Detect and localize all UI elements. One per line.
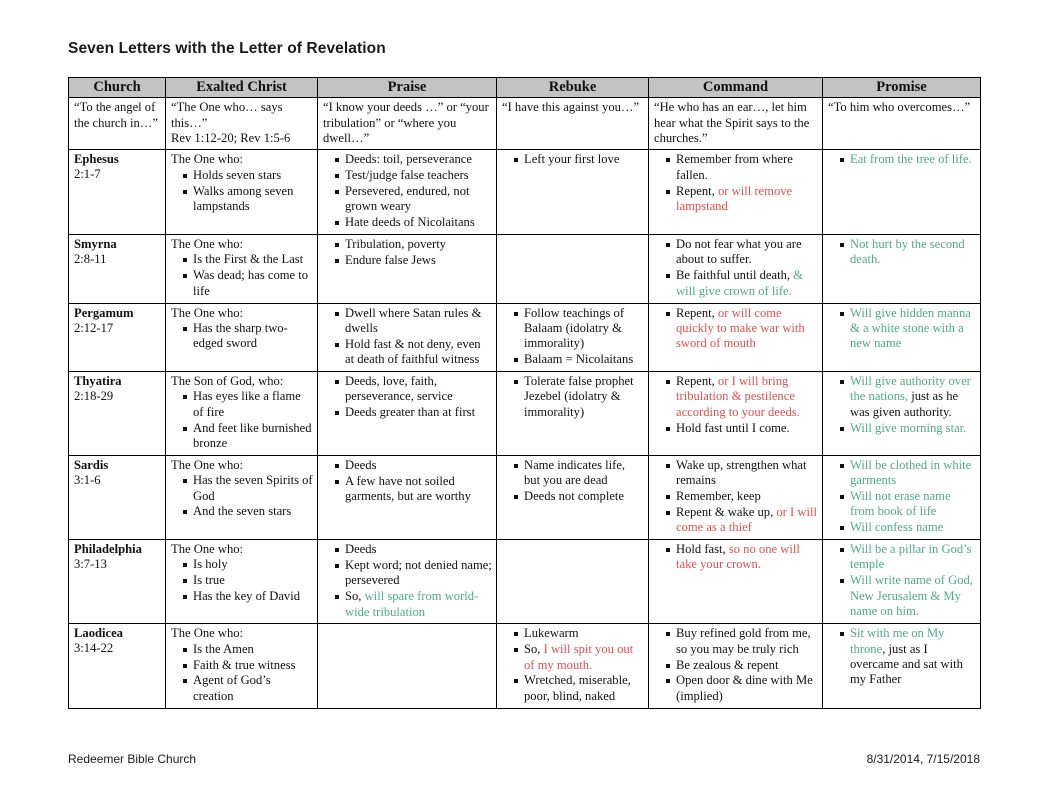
promise-list [828,152,976,167]
cell-promise [823,303,981,371]
list-item [840,542,976,573]
cell-command [649,455,823,539]
list-item: Persevered, endured, not grown weary [335,184,492,215]
cell-exalted-christ [166,371,318,455]
praise-list [323,542,492,620]
list-item [666,658,818,673]
list-item: Faith & true witness [183,658,313,673]
text-segment-red: or will remove lampstand [676,183,793,213]
text-segment-green: Will give hidden manna & a white stone with a new name [850,305,971,351]
column-header-exalted-christ: Exalted Christ [166,78,318,98]
command-list [654,237,818,299]
church-reference: 3:1-6 [74,472,101,487]
cell-praise [318,303,497,371]
list-item: Was dead; has come to life [183,268,313,299]
intro-exalted [166,98,318,150]
church-name: Ephesus [74,152,119,167]
text-segment-black: , just as I overcame and sat with my Father [850,641,963,687]
list-item [840,152,976,167]
list-item [514,626,644,641]
list-item: Left your first love [514,152,644,167]
table-row [69,455,981,539]
table-row [69,371,981,455]
cell-exalted-christ [166,235,318,303]
intro-rebuke-text: “I have this against you…” [502,100,640,115]
list-item: Is holy [183,557,313,572]
list-item: Deeds [335,458,492,473]
cell-command [649,624,823,708]
list-item [840,573,976,619]
exalted-lead: The One who: [171,457,244,472]
list-item: Is true [183,573,313,588]
intro-promise [823,98,981,150]
list-item: Agent of God’s creation [183,673,313,704]
praise-list [323,237,492,268]
exalted-lead: The One who: [171,152,244,167]
list-item [840,520,976,535]
text-segment-black: Wretched, miserable, poor, blind, naked [524,673,631,703]
intro-praise-text: “I know your deeds …” or “your tribulation” or “where you dwell…” [323,100,489,145]
text-segment-green: Will be clothed in white garments [850,457,972,488]
command-list [654,626,818,704]
list-item: Deeds, love, faith, perseverance, service [335,374,492,405]
rebuke-list [502,374,644,420]
intro-promise-text: “To him who overcomes…” [828,100,971,115]
cell-promise [823,540,981,624]
text-segment-red: or I will bring tribulation & pestilence according to your deeds. [676,373,800,419]
command-list [654,374,818,436]
list-item [666,673,818,704]
list-item: Follow teachings of Balaam (idolatry & immorality) [514,306,644,352]
text-segment-black: Hold fast, [676,542,729,557]
text-segment-green: Will be a pillar in God’s temple [850,542,972,572]
text-segment-red: or will come quickly to make war with sword of mouth [676,305,805,351]
list-item: Has eyes like a flame of fire [183,389,313,420]
church-name: Pergamum [74,305,134,320]
cell-command [649,540,823,624]
list-item: Is the First & the Last [183,252,313,267]
cell-praise [318,540,497,624]
list-item: And feet like burnished bronze [183,421,313,452]
table-row [69,235,981,303]
cell-praise [318,150,497,235]
table-header-row [69,78,981,98]
cell-church [69,235,166,303]
list-item [335,558,492,589]
church-reference: 2:8-11 [74,252,107,267]
list-item: Hate deeds of Nicolaitans [335,215,492,230]
list-item [666,489,818,504]
text-segment-black: Open door & dine with Me (implied) [676,673,813,703]
footer-organization: Redeemer Bible Church [68,752,197,766]
text-segment-black: Kept word; not denied name; persevered [345,557,492,588]
list-item: Walks among seven lampstands [183,184,313,215]
text-segment-black: Be zealous & repent [676,657,779,672]
intro-church-text: “To the angel of the church in…” [74,100,158,130]
church-reference: 2:1-7 [74,167,101,182]
table-row [69,150,981,235]
cell-praise [318,235,497,303]
intro-rebuke [497,98,649,150]
list-item [666,237,818,268]
exalted-lead: The One who: [171,305,244,320]
promise-list [828,374,976,436]
cell-rebuke [497,624,649,708]
column-header-praise: Praise [318,78,497,98]
list-item: Tribulation, poverty [335,237,492,252]
list-item [840,626,976,687]
text-segment-green: Will confess name [850,520,944,535]
list-item [666,268,818,299]
cell-exalted-christ [166,150,318,235]
list-item [840,458,976,489]
cell-rebuke [497,150,649,235]
page-title: Seven Letters with the Letter of Revelation [68,40,386,57]
list-item: Is the Amen [183,642,313,657]
table-row [69,624,981,708]
cell-command [649,303,823,371]
promise-list [828,626,976,687]
promise-list [828,458,976,536]
command-list [654,306,818,352]
text-segment-black: just as he was given authority. [850,389,959,419]
command-list [654,152,818,214]
exalted-lead: The Son of God, who: [171,373,284,388]
cell-command [649,150,823,235]
list-item: Has the sharp two-edged sword [183,321,313,352]
text-segment-black: Remember, keep [676,489,761,503]
text-segment-green: will spare from world-wide tribulation [345,589,479,619]
list-item [335,542,492,557]
cell-promise [823,150,981,235]
list-item [840,489,976,520]
text-segment-red: I will spit you out of my mouth. [524,642,634,672]
exalted-list [171,389,313,451]
intro-command-text: “He who has an ear…, let him hear what the Spirit says to the churches.” [654,100,810,145]
cell-church [69,371,166,455]
cell-church [69,540,166,624]
text-segment-black: Do not fear what you are about to suffer. [676,237,802,267]
cell-promise [823,371,981,455]
text-segment-red: so no one will take your crown. [676,542,800,572]
list-item: Deeds: toil, perseverance [335,152,492,167]
intro-praise [318,98,497,150]
table-row-intro [69,98,981,150]
cell-promise [823,235,981,303]
column-header-rebuke: Rebuke [497,78,649,98]
text-segment-black: Lukewarm [524,626,579,641]
list-item [666,542,818,573]
text-segment-green: Will not erase name from book of life [850,489,951,519]
list-item: Hold fast & not deny, even at death of faithful witness [335,337,492,368]
exalted-list [171,321,313,352]
list-item [666,184,818,215]
cell-promise [823,624,981,708]
text-segment-black: Repent & wake up, [676,504,777,519]
church-reference: 3:7-13 [74,557,107,572]
cell-rebuke [497,540,649,624]
list-item [840,237,976,268]
table-body [69,98,981,708]
promise-list [828,237,976,268]
cell-praise [318,624,497,708]
text-segment-black: Repent, [676,183,718,198]
list-item [840,421,976,436]
exalted-lead: The One who: [171,237,244,252]
cell-exalted-christ [166,455,318,539]
church-name: Philadelphia [74,542,142,557]
text-segment-green: Will write name of God, New Jerusalem & My name on him. [850,573,973,619]
text-segment-black: Deeds [345,542,377,557]
cell-church [69,624,166,708]
list-item [666,306,818,352]
text-segment-green: Will give authority over the nations, [850,373,971,404]
cell-church [69,303,166,371]
list-item: And the seven stars [183,504,313,519]
promise-list [828,306,976,352]
church-reference: 2:12-17 [74,320,114,335]
list-item: Endure false Jews [335,253,492,268]
cell-rebuke [497,371,649,455]
intro-exalted-ref: Rev 1:12-20; Rev 1:5-6 [171,130,291,145]
text-segment-black: Hold fast until I come. [676,420,790,435]
list-item [514,642,644,673]
table-row [69,303,981,371]
text-segment-green: Eat from the tree of life. [850,152,972,167]
text-segment-black: Wake up, strengthen what remains [676,457,807,488]
church-name: Laodicea [74,626,123,641]
exalted-list [171,252,313,299]
praise-list [323,152,492,230]
rebuke-list [502,458,644,505]
exalted-list [171,473,313,520]
text-segment-green: Not hurt by the second death. [850,237,965,267]
exalted-lead: The One who: [171,542,244,557]
church-reference: 3:14-22 [74,641,114,656]
command-list [654,542,818,573]
text-segment-black: So, [524,642,544,657]
text-segment-black: Repent, [676,373,718,388]
list-item [666,626,818,657]
church-name: Thyatira [74,373,122,388]
text-segment-green: Sit with me on My throne [850,626,945,656]
list-item: Balaam = Nicolaitans [514,352,644,367]
cell-church [69,150,166,235]
list-item [666,458,818,489]
column-header-command: Command [649,78,823,98]
list-item: Tolerate false prophet Jezebel (idolatry & immorality) [514,374,644,420]
column-header-church: Church [69,78,166,98]
cell-rebuke [497,235,649,303]
cell-exalted-christ [166,624,318,708]
exalted-list [171,168,313,215]
church-name: Sardis [74,457,109,472]
text-segment-black: Repent, [676,305,718,320]
seven-letters-table [68,77,981,709]
praise-list [323,458,492,505]
list-item: A few have not soiled garments, but are worthy [335,474,492,505]
intro-exalted-text: “The One who… says this…” [171,100,283,130]
text-segment-red: or I will come as a thief [676,504,817,535]
list-item [666,505,818,536]
list-item [335,589,492,620]
list-item: Has the key of David [183,589,313,604]
list-item [666,374,818,420]
rebuke-list [502,626,644,704]
list-item [666,421,818,436]
praise-list [323,374,492,421]
footer-dates: 8/31/2014, 7/15/2018 [866,752,980,766]
cell-exalted-christ [166,540,318,624]
promise-list [828,542,976,619]
list-item [514,673,644,704]
text-segment-black: Remember from where fallen. [676,152,793,182]
rebuke-list [502,152,644,167]
list-item: Deeds greater than at first [335,405,492,420]
cell-church [69,455,166,539]
text-segment-green: Will give morning star. [850,420,967,435]
list-item [840,306,976,352]
text-segment-black: So, [345,589,365,604]
cell-promise [823,455,981,539]
column-header-promise: Promise [823,78,981,98]
church-name: Smyrna [74,237,117,252]
text-segment-black: Be faithful until death, [676,268,794,283]
cell-rebuke [497,455,649,539]
intro-command [649,98,823,150]
list-item: Deeds not complete [514,489,644,504]
list-item: Dwell where Satan rules & dwells [335,306,492,337]
praise-list [323,306,492,368]
cell-exalted-christ [166,303,318,371]
exalted-list [171,557,313,604]
cell-command [649,371,823,455]
list-item [840,374,976,420]
rebuke-list [502,306,644,368]
cell-command [649,235,823,303]
cell-praise [318,455,497,539]
exalted-lead: The One who: [171,626,244,641]
list-item: Name indicates life, but you are dead [514,458,644,489]
command-list [654,458,818,536]
list-item: Has the seven Spirits of God [183,473,313,504]
list-item: Test/judge false teachers [335,168,492,183]
cell-rebuke [497,303,649,371]
table-row [69,540,981,624]
exalted-list [171,642,313,704]
intro-church [69,98,166,150]
list-item [666,152,818,183]
church-reference: 2:18-29 [74,389,114,404]
text-segment-green: & will give crown of life. [676,268,803,298]
list-item: Holds seven stars [183,168,313,183]
cell-praise [318,371,497,455]
text-segment-black: Buy refined gold from me, so you may be truly rich [676,626,811,656]
